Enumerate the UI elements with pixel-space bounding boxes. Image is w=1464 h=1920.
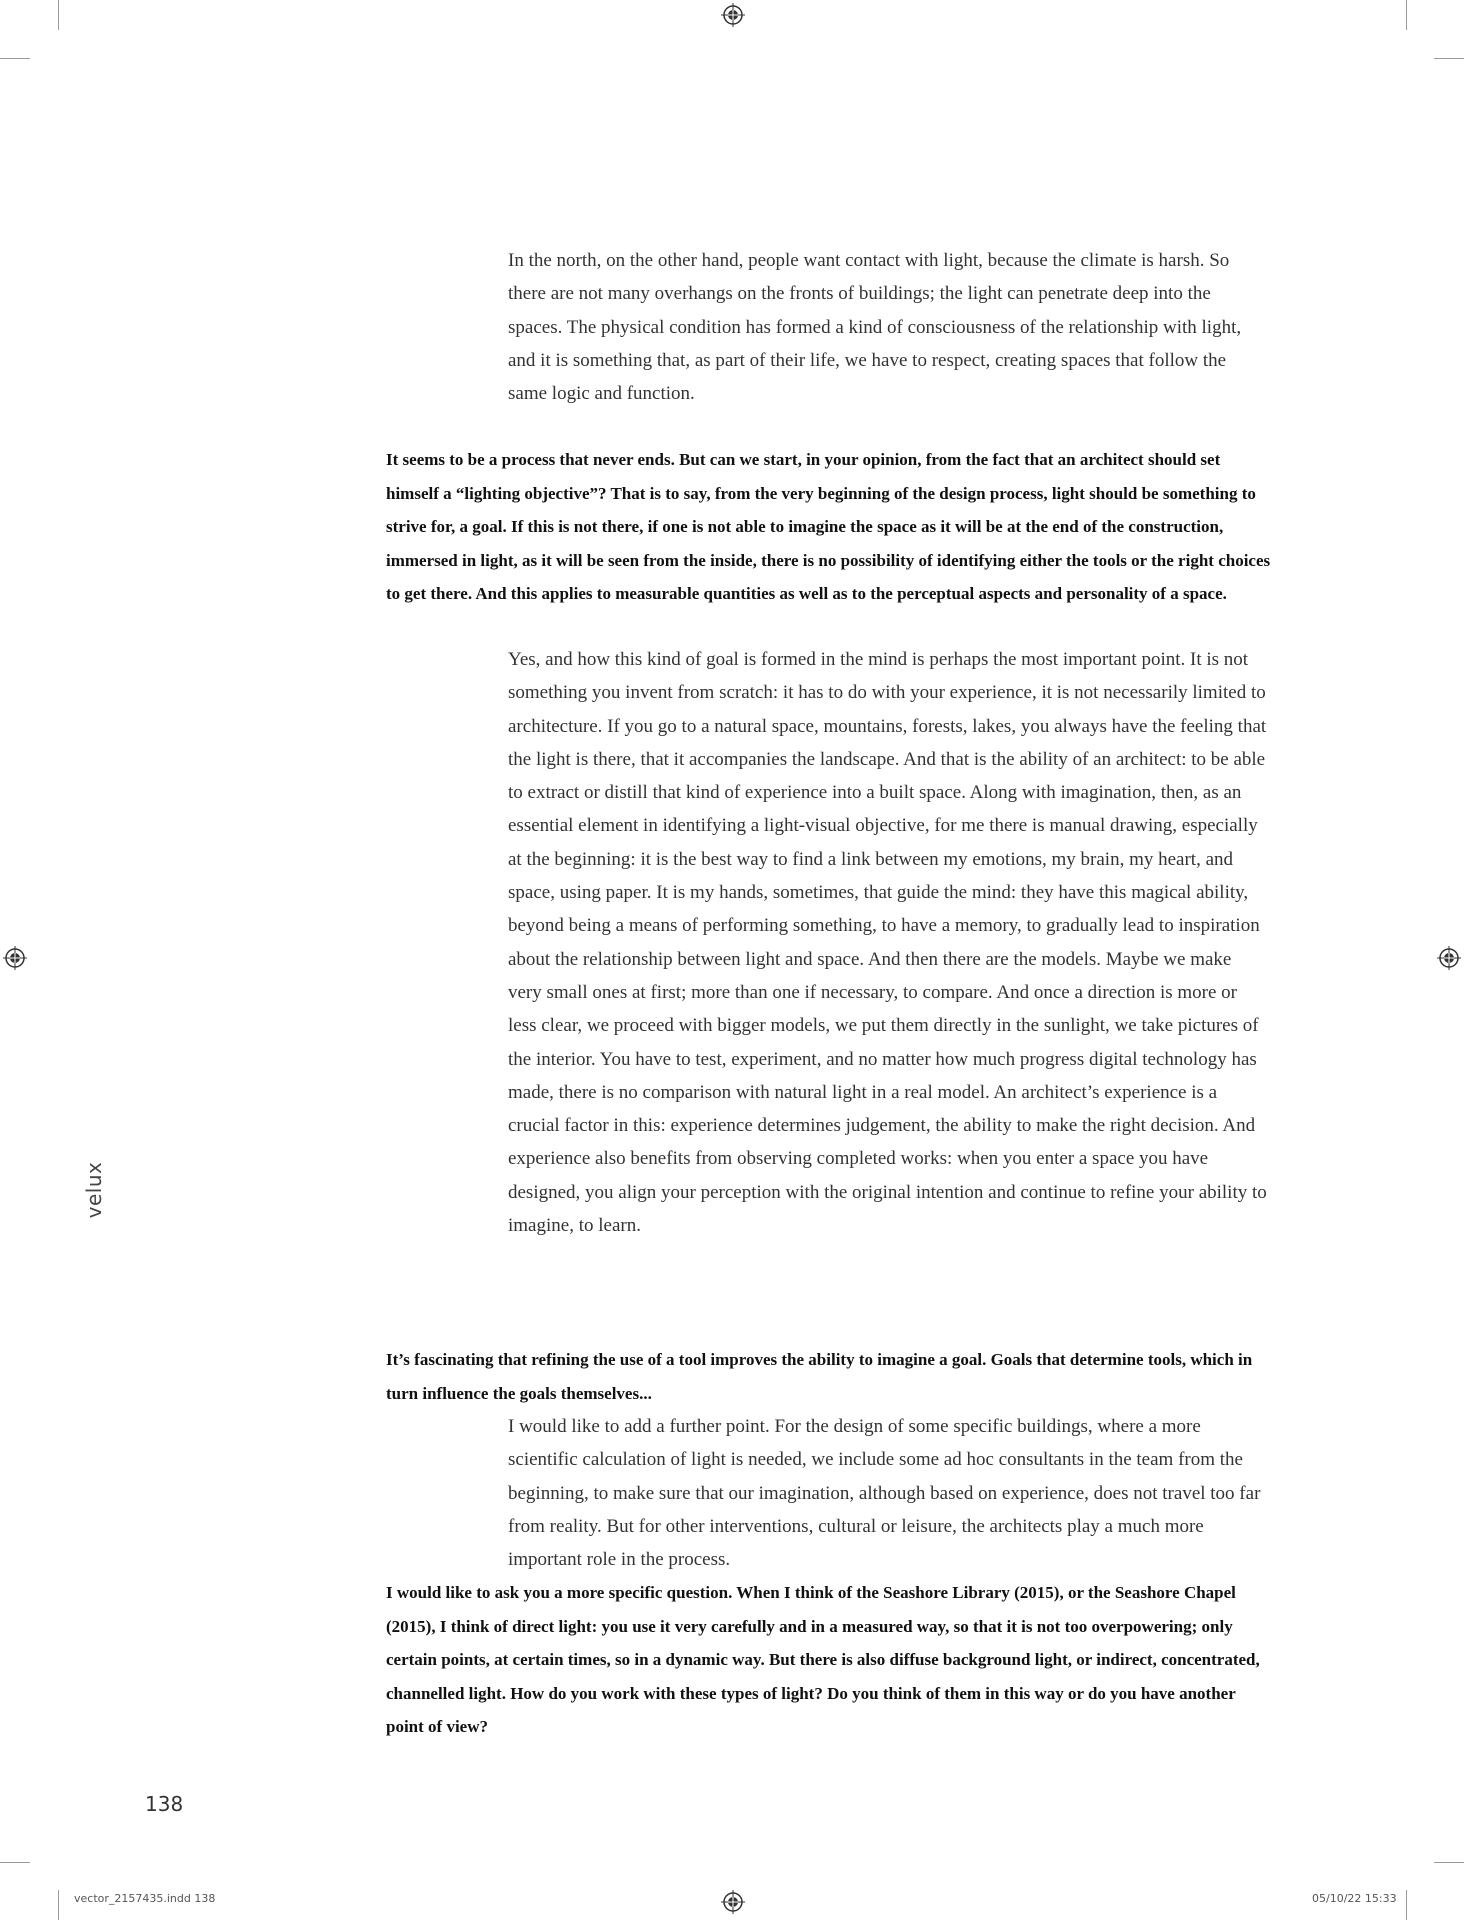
question-paragraph-3: I would like to ask you a more specific question. When I think of the Seashore Library (2015), or the Seashore Chapel (2015), I think of direct light: you use it very carefully and in a measured way, so that it is not too overpowering; only certain points, at certain times, so in a dynamic way. But there is also diffuse background light, or indirect, concentrated, channelled light. How do you work with these types of light? Do you think of them in this way or do you have another point of view? [386,1583,1260,1737]
crop-mark-bottom-left-h [0,1862,30,1863]
question-paragraph-1: It seems to be a process that never ends. But can we start, in your opinion, from the fact that an architect should set himself a “lighting objective”? That is to say, from the very beginning of the design process, light should be something to strive for, a goal. If this is not there, if one is not able to imagine the space as it will be at the end of the construction, immersed in light, as it will be seen from the inside, there is no possibility of identifying either the tools or the right choices to get there. And this applies to measurable quantities as well as to the perceptual aspects and personality of a space. [386,450,1271,604]
page-number: 138 [145,1792,184,1816]
registration-mark-top-icon [721,3,745,27]
registration-mark-bottom-icon [721,1890,745,1914]
registration-mark-right-icon [1437,946,1461,970]
crop-mark-top-left [58,0,59,30]
slug-date: 05/10/22 15:33 [1312,1892,1397,1905]
crop-mark-bottom-left [58,1890,59,1920]
crop-mark-bottom-right-h [1434,1862,1464,1863]
answer-paragraph-1: In the north, on the other hand, people want contact with light, because the climate is harsh. So there are not many overhangs on the fronts of buildings; the light can penetrate deep into the spaces. The physical condition has formed a kind of consciousness of the relationship with light, and it is something that, as part of their life, we have to respect, creating spaces that follow the same logic and function. [508,250,1242,405]
crop-mark-bottom-right [1406,1890,1407,1920]
answer-paragraph-2: Yes, and how this kind of goal is formed in the mind is perhaps the most important point. It is not something you invent from scratch: it has to do with your experience, it is not necessarily limited to architecture. If you go to a natural space, mountains, forests, lakes, you always have the feeling that the light is there, that it accompanies the landscape. And that is the ability of an architect: to be able to extract or distill that kind of experience into a built space. Along with imagination, then, as an essential element in identifying a light-visual objective, for me there is manual drawing, especially at the beginning: it is the best way to find a link between my emotions, my brain, my heart, and space, using paper. It is my hands, sometimes, that guide the mind: they have this magical ability, beyond being a means of performing something, to have a memory, to gradually lead to inspiration about the relationship between light and space. And then there are the models. Maybe we make very small ones at first; more than one if necessary, to compare. And once a direction is more or less clear, we proceed with bigger models, we put them directly in the sunlight, we take pictures of the interior. You have to test, experiment, and no matter how much progress digital technology has made, there is no comparison with natural light in a real model. An architect’s experience is a crucial factor in this: experience determines judgement, the ability to make the right decision. And experience also benefits from observing completed works: when you enter a space you have designed, you align your perception with the original intention and continue to refine your ability to imagine, to learn. [508,649,1267,1237]
question-paragraph-2: It’s fascinating that refining the use of a tool improves the ability to imagine a goal. Goals that determine tools, which in turn influence the goals themselves... [386,1350,1253,1403]
answer-paragraph-3: I would like to add a further point. For the design of some specific buildings, where a more scientific calculation of light is needed, we include some ad hoc consultants in the team from the beginning, to make sure that our imagination, although based on experience, does not travel too far from reality. But for other interventions, cultural or leisure, the architects play a much more important role in the process. [508,1416,1261,1571]
slug-file: vector_2157435.indd 138 [74,1892,216,1905]
registration-mark-left-icon [3,946,27,970]
crop-mark-top-left-h [0,58,30,59]
crop-mark-top-right-h [1434,58,1464,59]
side-label: velux [82,1161,106,1219]
crop-mark-top-right [1406,0,1407,30]
